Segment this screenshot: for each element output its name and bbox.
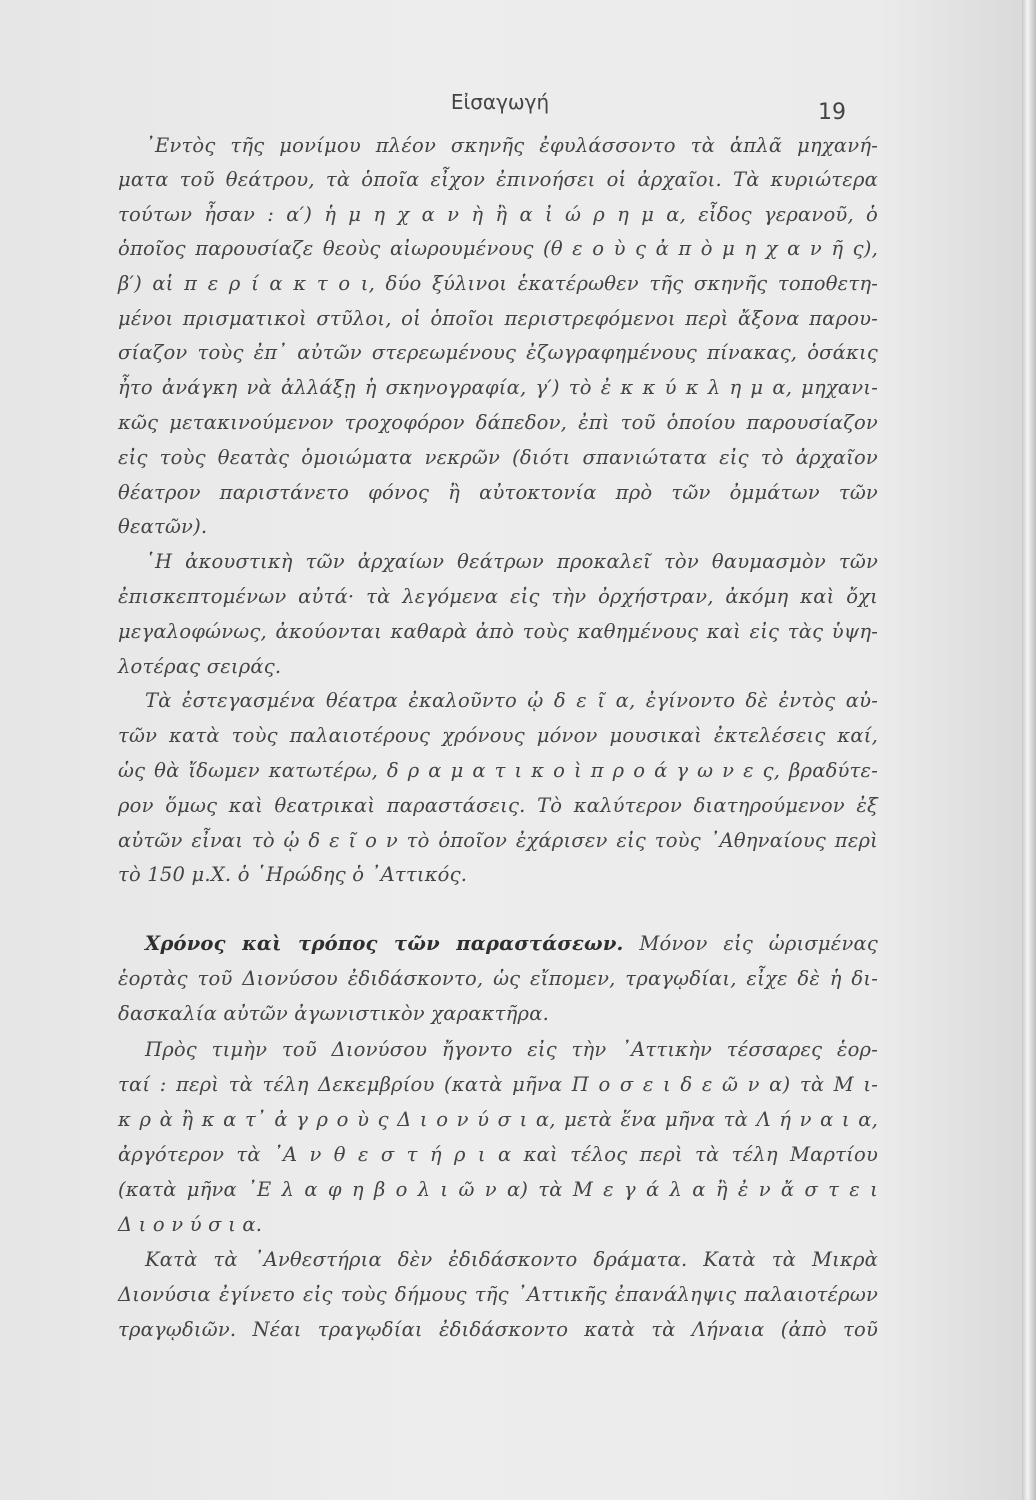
section-heading: Χρόνος καὶ τρόπος τῶν παραστάσεων. xyxy=(145,932,624,955)
text-line: Πρὸς τιμὴν τοῦ Διονύσου ἤγοντο εἰς τὴν ᾿Αττικὴν τέσσαρες ἑορ- xyxy=(145,1038,878,1061)
text-line: εἰς τοὺς θεατὰς ὁμοιώματα νεκρῶν (διότι σπανιώτατα εἰς τὸ ἀρχαῖον xyxy=(118,446,878,469)
running-header: Εἰσαγωγή xyxy=(450,90,550,114)
text-line: Διονύσια ἐγίνετο εἰς τοὺς δήμους τῆς ᾿Αττικῆς ἐπανάληψις παλαιοτέρων xyxy=(118,1283,878,1306)
text-line: ὁποῖος παρουσίαζε θεοὺς αἰωρουμένους (θ ε ο ὺ ς ἀ π ὸ μ η χ α ν ῆ ς), xyxy=(118,237,878,260)
text-line: Κατὰ τὰ ᾿Ανθεστήρια δὲν ἐδιδάσκοντο δράματα. Κατὰ τὰ Μικρὰ xyxy=(145,1248,878,1271)
text-line: δασκαλία αὐτῶν ἀγωνιστικὸν χαρακτῆρα. xyxy=(118,1002,549,1025)
text-line: ρον ὅμως καὶ θεατρικαὶ παραστάσεις. Τὸ καλύτερον διατηρούμενον ἐξ xyxy=(118,794,878,817)
text-line: ἦτο ἀνάγκη νὰ ἀλλάξῃ ἡ σκηνογραφία, γ′) τὸ ἐ κ κ ύ κ λ η μ α, μηχανι- xyxy=(118,376,878,399)
page-edge xyxy=(1022,0,1036,1500)
text-line: ταί : περὶ τὰ τέλη Δεκεμβρίου (κατὰ μῆνα Π ο σ ε ι δ ε ῶ ν α) τὰ Μ ι- xyxy=(118,1073,878,1096)
text-line: λοτέρας σειράς. xyxy=(118,655,282,678)
text-line: σίαζον τοὺς ἐπ᾿ αὐτῶν στερεωμένους ἐζωγραφημένους πίνακας, ὁσάκις xyxy=(118,341,878,364)
text-line: μένοι πρισματικοὶ στῦλοι, οἱ ὁποῖοι περιστρεφόμενοι περὶ ἄξονα παρου- xyxy=(118,307,878,330)
text-line: ἐπισκεπτομένων αὐτά· τὰ λεγόμενα εἰς τὴν ὀρχήστραν, ἀκόμη καὶ ὄχι xyxy=(118,585,878,608)
text-line: τῶν κατὰ τοὺς παλαιοτέρους χρόνους μόνον μουσικαὶ ἐκτελέσεις καί, xyxy=(118,724,878,747)
text-line: β′) αἱ π ε ρ ί α κ τ ο ι, δύο ξύλινοι ἑκατέρωθεν τῆς σκηνῆς τοποθετη- xyxy=(118,272,878,295)
text-line: αὐτῶν εἶναι τὸ ᾠ δ ε ῖ ο ν τὸ ὁποῖον ἐχάρισεν εἰς τοὺς ᾿Αθηναίους περὶ xyxy=(118,829,878,852)
text-line: ᾿Εντὸς τῆς μονίμου πλέον σκηνῆς ἐφυλάσσοντο τὰ ἁπλᾶ μηχανή- xyxy=(145,134,878,157)
text-line: Τὰ ἐστεγασμένα θέατρα ἐκαλοῦντο ᾠ δ ε ῖ α, ἐγίνοντο δὲ ἐντὸς αὐ- xyxy=(145,689,878,712)
text-line: ῾Η ἀκουστικὴ τῶν ἀρχαίων θεάτρων προκαλεῖ τὸν θαυμασμὸν τῶν xyxy=(145,550,878,573)
text-line: τὸ 150 μ.Χ. ὁ ῾Ηρώδης ὁ ᾿Αττικός. xyxy=(118,863,468,886)
text-line: κῶς μετακινούμενον τροχοφόρον δάπεδον, ἐπὶ τοῦ ὁποίου παρουσίαζον xyxy=(118,411,878,434)
text-line: θέατρον παριστάνετο φόνος ἢ αὐτοκτονία πρὸ τῶν ὀμμάτων τῶν xyxy=(118,481,878,504)
text-line: θεατῶν). xyxy=(118,515,208,538)
text-line: ὡς θὰ ἴδωμεν κατωτέρω, δ ρ α μ α τ ι κ ο ὶ π ρ ο ά γ ω ν ε ς, βραδύτε- xyxy=(118,759,878,782)
text-line: κ ρ ὰ ἢ κ α τ᾿ ἀ γ ρ ο ὺ ς Δ ι ο ν ύ σ ι α, μετὰ ἕνα μῆνα τὰ Λ ή ν α ι α, xyxy=(118,1108,878,1131)
text-line: ματα τοῦ θεάτρου, τὰ ὁποῖα εἶχον ἐπινοήσει οἱ ἀρχαῖοι. Τὰ κυριώτερα xyxy=(118,168,878,191)
text-line: τραγῳδιῶν. Νέαι τραγῳδίαι ἐδιδάσκοντο κατὰ τὰ Λήναια (ἀπὸ τοῦ xyxy=(118,1318,878,1341)
section-heading-line xyxy=(145,929,878,959)
text-line: ἀργότερον τὰ ᾿Α ν θ ε σ τ ή ρ ι α καὶ τέλος περὶ τὰ τέλη Μαρτίου xyxy=(118,1143,878,1166)
text-line: τούτων ἦσαν : α′) ἡ μ η χ α ν ὴ ἢ α ἰ ώ ρ η μ α, εἶδος γερανοῦ, ὁ xyxy=(118,203,878,226)
text-line: (κατὰ μῆνα ᾿Ε λ α φ η β ο λ ι ῶ ν α) τὰ Μ ε γ ά λ α ἢ ἐ ν ἄ σ τ ε ι xyxy=(118,1178,878,1201)
text-line: Δ ι ο ν ύ σ ι α. xyxy=(118,1213,263,1236)
section-heading-continuation: Μόνον εἰς ὡρισμένας xyxy=(639,932,878,955)
page-number: 19 xyxy=(818,100,846,125)
text-line: μεγαλοφώνως, ἀκούονται καθαρὰ ἀπὸ τοὺς καθημένους καὶ εἰς τὰς ὑψη- xyxy=(118,620,878,643)
text-line: ἑορτὰς τοῦ Διονύσου ἐδιδάσκοντο, ὡς εἴπομεν, τραγῳδίαι, εἶχε δὲ ἡ δι- xyxy=(118,967,878,990)
